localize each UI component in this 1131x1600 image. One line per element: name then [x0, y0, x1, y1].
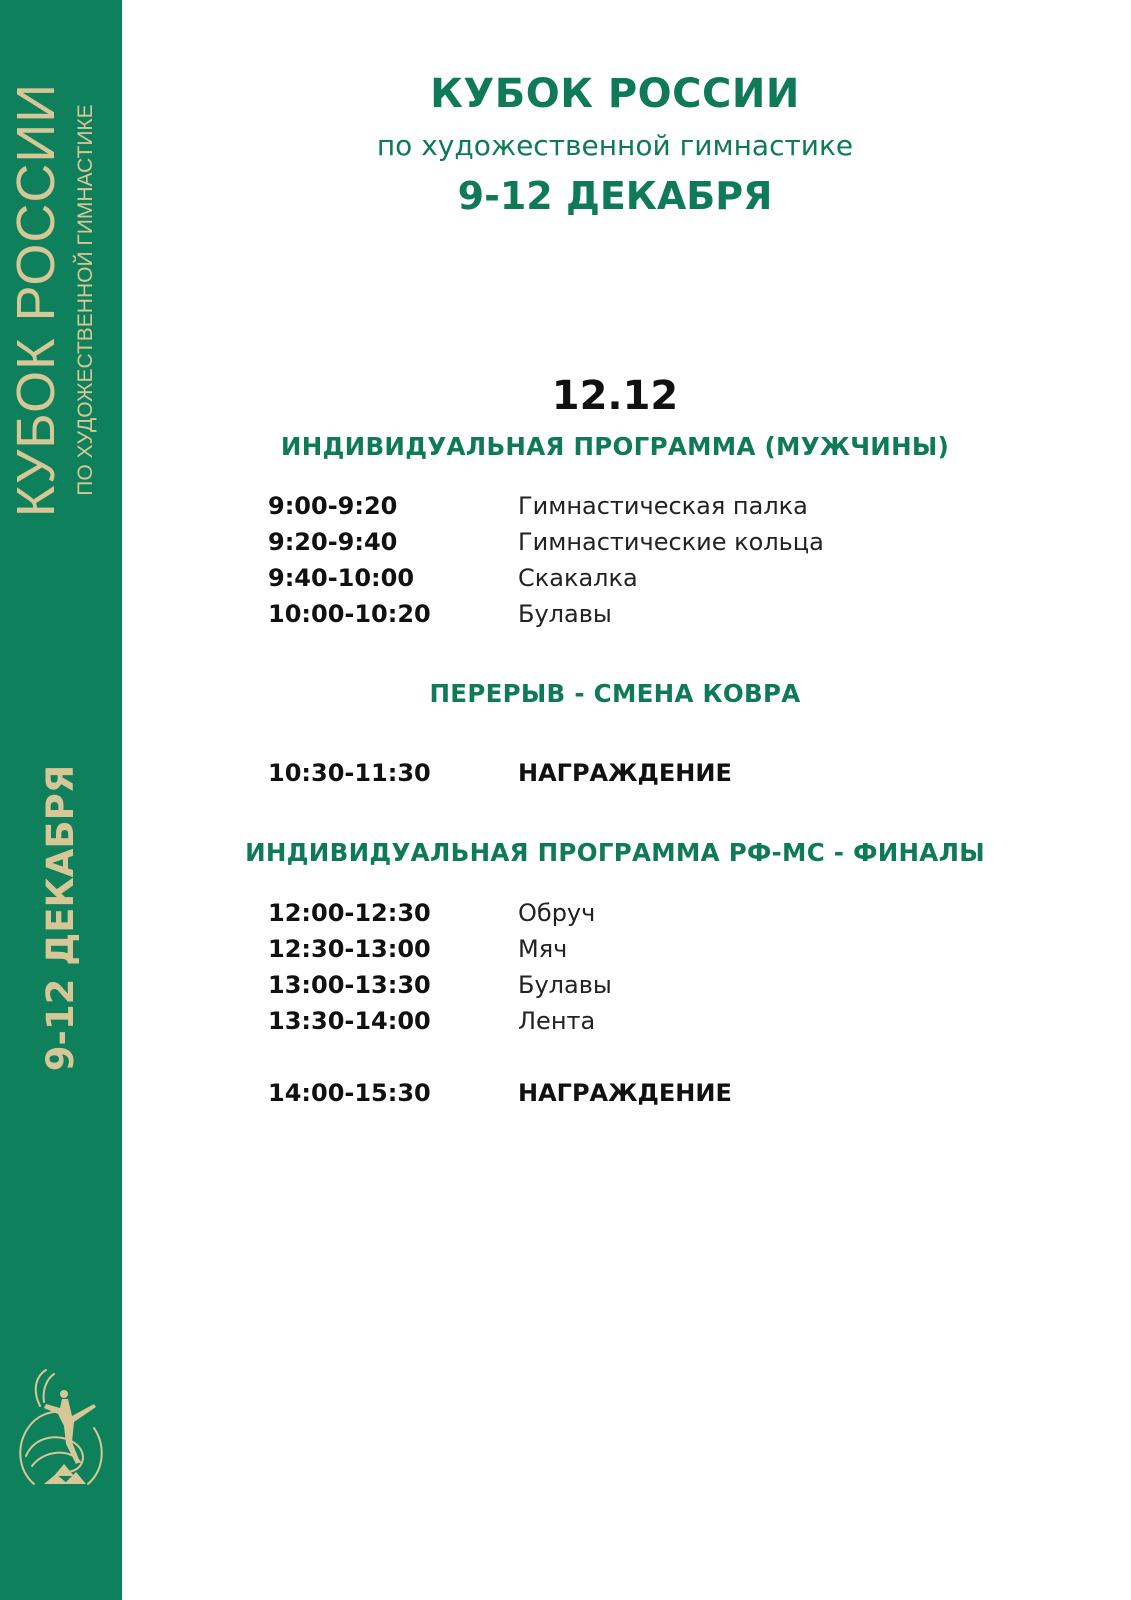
schedule-event: Гимнастическая палка [518, 492, 808, 520]
page-header [122, 66, 1108, 224]
schedule-row [268, 931, 1028, 967]
schedule-time: 10:00-10:20 [268, 600, 431, 628]
schedule-row [268, 524, 1028, 560]
schedule-list-men [268, 488, 1028, 632]
schedule-event: Обруч [518, 899, 596, 927]
schedule-row [268, 1003, 1028, 1039]
award-label: НАГРАЖДЕНИЕ [518, 1079, 732, 1107]
award-block-2 [268, 1075, 1028, 1111]
schedule-time: 13:00-13:30 [268, 971, 431, 999]
page-dates: 9-12 ДЕКАБРЯ [457, 174, 773, 218]
schedule-date: 12.12 [551, 373, 679, 419]
schedule-event: Скакалка [518, 564, 638, 592]
schedule-row [268, 596, 1028, 632]
schedule-event: Булавы [518, 971, 612, 999]
section-title-men: ИНДИВИДУАЛЬНАЯ ПРОГРАММА (МУЖЧИНЫ) [280, 432, 950, 461]
rhythmic-gymnast-logo-icon [14, 1366, 108, 1494]
schedule-time: 9:40-10:00 [268, 564, 415, 592]
schedule-row [268, 895, 1028, 931]
schedule-time: 9:00-9:20 [268, 492, 398, 520]
schedule-list-finals [268, 895, 1028, 1039]
schedule-event: Лента [518, 1007, 596, 1035]
sidebar [0, 0, 122, 1600]
award-block-1 [268, 755, 1028, 791]
schedule-time: 9:20-9:40 [268, 528, 398, 556]
schedule-time: 13:30-14:00 [268, 1007, 431, 1035]
schedule-row [268, 488, 1028, 524]
schedule-row [268, 560, 1028, 596]
sidebar-dates: 9-12 ДЕКАБРЯ [39, 764, 82, 1072]
schedule-row [268, 967, 1028, 1003]
main-content [122, 0, 1131, 1600]
award-row [268, 1075, 1028, 1111]
schedule-event: Булавы [518, 600, 612, 628]
sidebar-title: КУБОК РОССИИ [6, 82, 66, 518]
page-title: КУБОК РОССИИ [430, 71, 800, 117]
schedule-event: Мяч [518, 935, 568, 963]
break-title: ПЕРЕРЫВ - СМЕНА КОВРА [429, 679, 801, 708]
award-time: 14:00-15:30 [268, 1079, 431, 1107]
award-row [268, 755, 1028, 791]
schedule-time: 12:00-12:30 [268, 899, 431, 927]
sidebar-subtitle: ПО ХУДОЖЕСТВЕННОЙ ГИМНАСТИКЕ [74, 104, 97, 496]
sidebar-brand [6, 70, 116, 530]
award-time: 10:30-11:30 [268, 759, 431, 787]
schedule-time: 12:30-13:00 [268, 935, 431, 963]
schedule-event: Гимнастические кольца [518, 528, 824, 556]
page-subtitle: по художественной гимнастике [376, 129, 854, 162]
section-title-finals: ИНДИВИДУАЛЬНАЯ ПРОГРАММА РФ-МС - ФИНАЛЫ [245, 838, 985, 867]
award-label: НАГРАЖДЕНИЕ [518, 759, 732, 787]
